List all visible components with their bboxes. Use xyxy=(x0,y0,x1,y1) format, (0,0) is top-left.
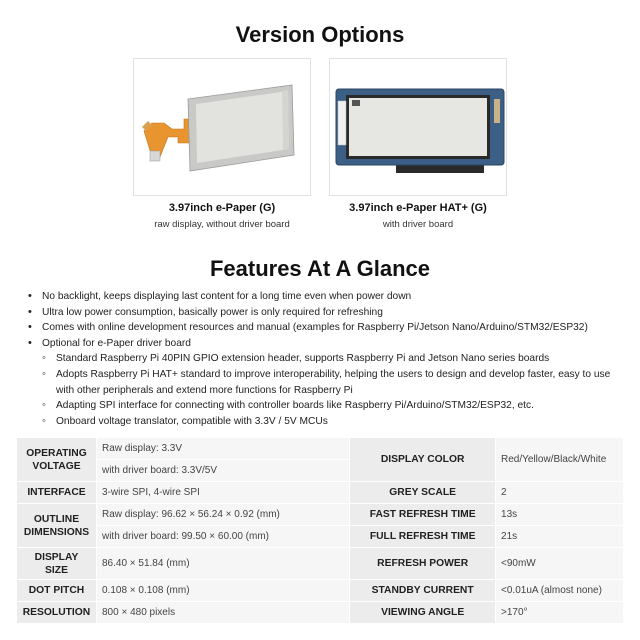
spec-label-viewing-angle: VIEWING ANGLE xyxy=(350,602,496,624)
feature-subitem: ◦ Adopts Raspberry Pi HAT+ standard to improve interoperability, helping the users to design and develop faster, easy to use with other peripherals and extend more functions for Raspberry Pi xyxy=(24,367,624,398)
spec-value-operating-voltage-raw: Raw display: 3.3V xyxy=(96,438,349,460)
spec-value-dot-pitch: 0.108 × 0.108 (mm) xyxy=(96,580,349,602)
spec-label-full-refresh: FULL REFRESH TIME xyxy=(350,526,496,548)
spec-value-operating-voltage-driver: with driver board: 3.3V/5V xyxy=(96,460,349,482)
spec-value-display-size: 86.40 × 51.84 (mm) xyxy=(96,548,349,580)
table-row xyxy=(17,580,624,602)
spec-value-display-color: Red/Yellow/Black/White xyxy=(496,438,624,482)
feature-subitem: ◦ Standard Raspberry Pi 40PIN GPIO extension header, supports Raspberry Pi and Jetson Nano series boards xyxy=(24,351,624,367)
spec-label-outline-dimensions: OUTLINE DIMENSIONS xyxy=(17,504,97,548)
feature-item: • No backlight, keeps displaying last content for a long time even when power down xyxy=(24,289,624,305)
feature-item: • Optional for e-Paper driver board xyxy=(24,336,624,352)
epaper-hat-illustration xyxy=(330,59,508,197)
feature-item: • Comes with online development resources and manual (examples for Raspberry Pi/Jetson Nano/Arduino/STM32/ESP32) xyxy=(24,320,624,336)
spec-value-standby-current: <0.01uA (almost none) xyxy=(496,580,624,602)
spec-value-refresh-power: <90mW xyxy=(496,548,624,580)
spec-value-fast-refresh: 13s xyxy=(496,504,624,526)
spec-label-standby-current: STANDBY CURRENT xyxy=(350,580,496,602)
spec-label-grey-scale: GREY SCALE xyxy=(350,482,496,504)
table-row xyxy=(17,548,624,580)
spec-value-full-refresh: 21s xyxy=(496,526,624,548)
product-name-hat: 3.97inch e-Paper HAT+ (G) xyxy=(349,202,487,214)
spec-value-interface: 3-wire SPI, 4-wire SPI xyxy=(96,482,349,504)
product-name-raw: 3.97inch e-Paper (G) xyxy=(168,202,276,214)
epaper-raw-illustration xyxy=(134,59,312,197)
features-list xyxy=(24,289,624,429)
product-image-hat-board xyxy=(329,58,507,196)
table-row xyxy=(17,482,624,504)
feature-subitem: ◦ Onboard voltage translator, compatible with 3.3V / 5V MCUs xyxy=(24,414,624,430)
feature-item: • Ultra low power consumption, basically power is only required for refreshing xyxy=(24,305,624,321)
spec-value-resolution: 800 × 480 pixels xyxy=(96,602,349,624)
spec-label-display-color: DISPLAY COLOR xyxy=(350,438,496,482)
feature-subitem: ◦ Adapting SPI interface for connecting with controller boards like Raspberry Pi/Arduino/STM32/ESP32, etc. xyxy=(24,398,624,414)
spec-label-fast-refresh: FAST REFRESH TIME xyxy=(350,504,496,526)
product-subtitle-raw: raw display, without driver board xyxy=(154,219,290,230)
table-row xyxy=(17,438,624,460)
version-options-title: Version Options xyxy=(235,22,405,47)
product-subtitle-hat: with driver board xyxy=(382,219,454,230)
product-image-raw-display xyxy=(133,58,311,196)
table-row xyxy=(17,602,624,624)
spec-label-dot-pitch: DOT PITCH xyxy=(17,580,97,602)
spec-value-outline-raw: Raw display: 96.62 × 56.24 × 0.92 (mm) xyxy=(96,504,349,526)
table-row xyxy=(17,526,624,548)
spec-label-interface: INTERFACE xyxy=(17,482,97,504)
features-title: Features At A Glance xyxy=(209,256,431,281)
spec-label-resolution: RESOLUTION xyxy=(17,602,97,624)
spec-value-grey-scale: 2 xyxy=(496,482,624,504)
spec-label-display-size: DISPLAY SIZE xyxy=(17,548,97,580)
table-row xyxy=(17,504,624,526)
spec-value-viewing-angle: >170° xyxy=(496,602,624,624)
spec-label-operating-voltage: OPERATING VOLTAGE xyxy=(17,438,97,482)
spec-label-refresh-power: REFRESH POWER xyxy=(350,548,496,580)
spec-value-outline-driver: with driver board: 99.50 × 60.00 (mm) xyxy=(96,526,349,548)
specifications-table xyxy=(16,437,624,624)
